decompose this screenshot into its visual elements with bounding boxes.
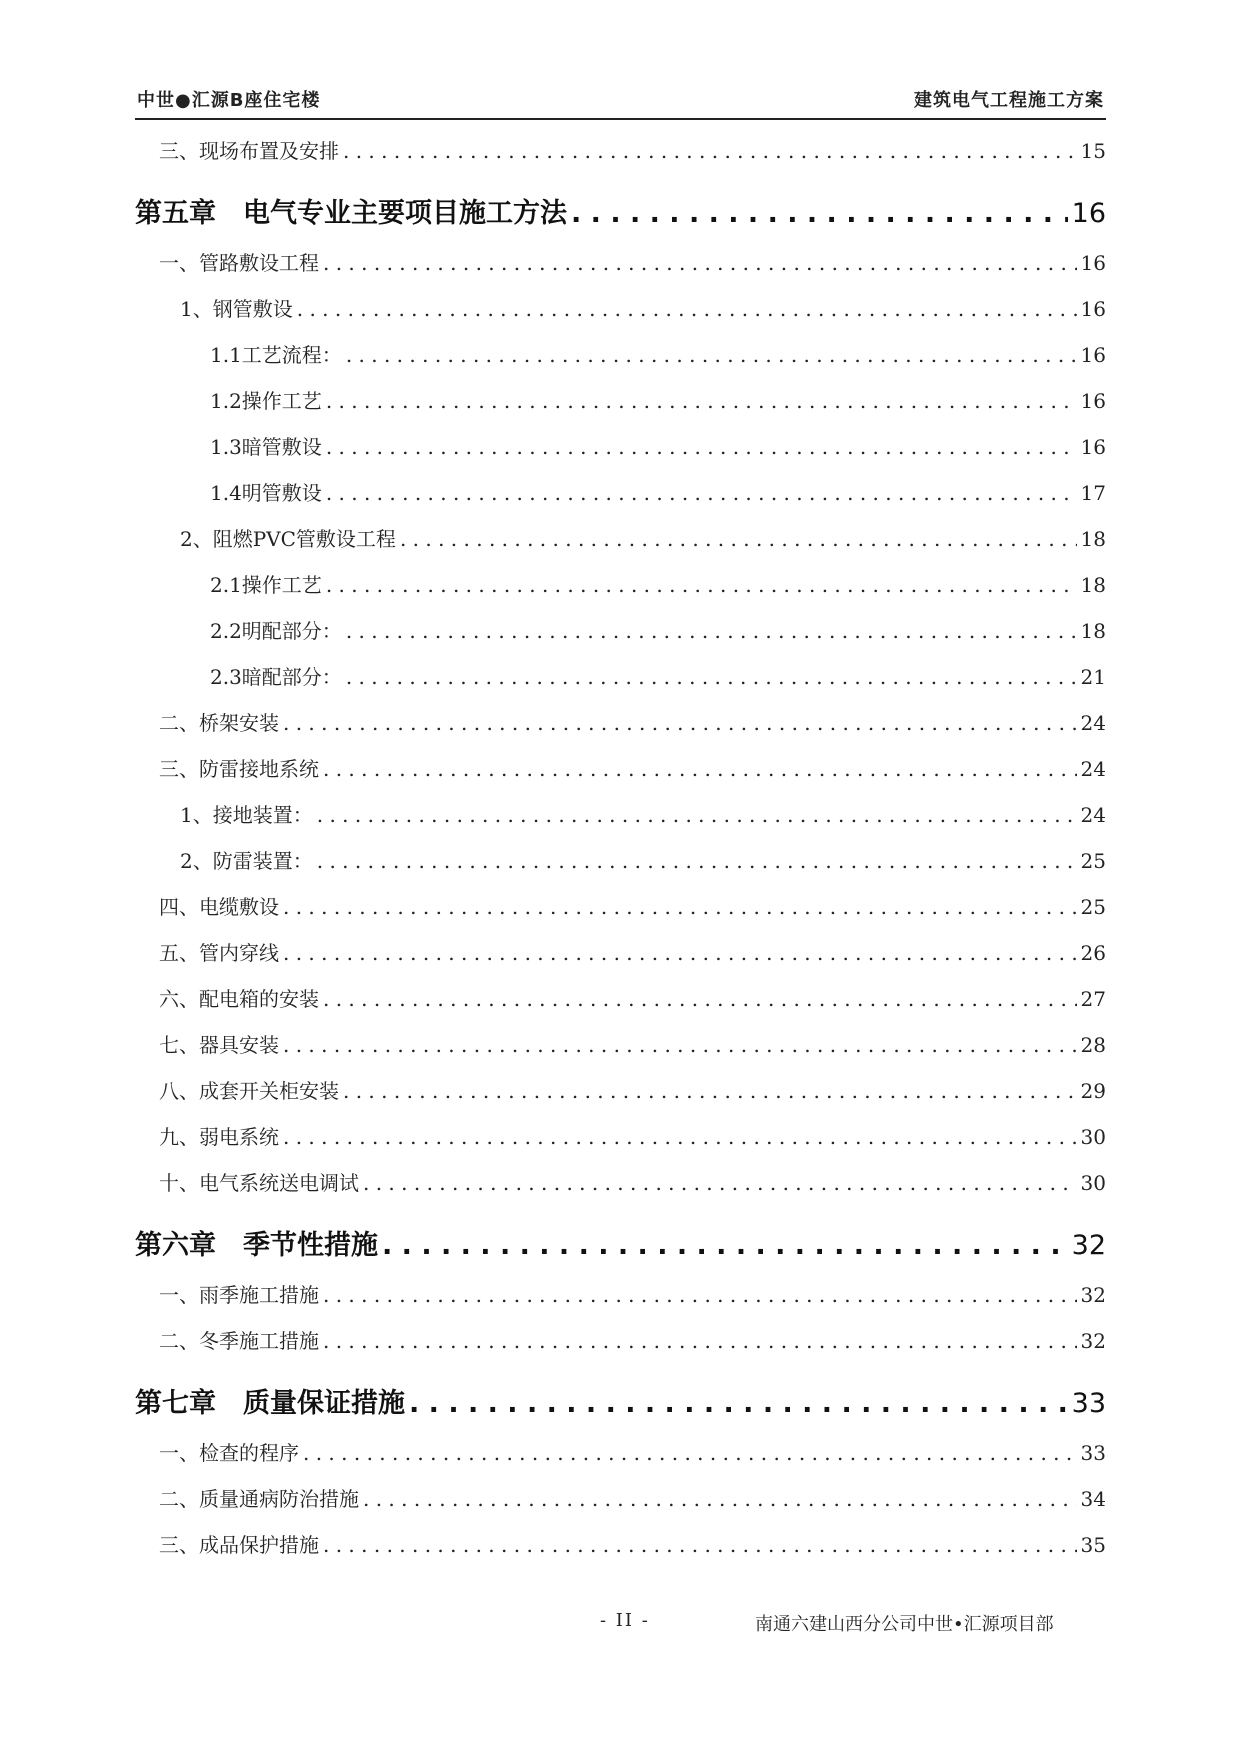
toc-page-number: 27 bbox=[1080, 987, 1106, 1011]
toc-page-number: 29 bbox=[1080, 1079, 1106, 1103]
toc-entry-label: 三、成品保护措施 bbox=[159, 1533, 319, 1557]
page-header bbox=[135, 88, 1106, 120]
toc-page-number: 24 bbox=[1080, 803, 1106, 827]
toc-page-number: 34 bbox=[1080, 1487, 1106, 1511]
toc-entry-label: 三、现场布置及安排 bbox=[159, 139, 339, 163]
toc-dot-leader bbox=[346, 619, 1077, 643]
toc-entry[interactable] bbox=[135, 661, 1106, 690]
toc-entry-label: 十、电气系统送电调试 bbox=[159, 1171, 359, 1195]
toc-page-number: 35 bbox=[1080, 1533, 1106, 1557]
toc-entry[interactable] bbox=[135, 1167, 1106, 1196]
toc-page-number: 18 bbox=[1080, 573, 1106, 597]
toc-dot-leader bbox=[317, 803, 1077, 827]
toc-entry[interactable] bbox=[135, 569, 1106, 598]
toc-dot-leader bbox=[297, 297, 1077, 321]
toc-entry-label: 2.2明配部分： bbox=[210, 619, 342, 643]
toc-entry[interactable] bbox=[135, 247, 1106, 276]
toc-entry-label: 第六章 季节性措施 bbox=[135, 1230, 378, 1261]
toc-dot-leader bbox=[326, 481, 1077, 505]
toc-dot-leader bbox=[283, 711, 1077, 735]
toc-dot-leader bbox=[323, 1533, 1077, 1557]
toc-chapter-entry[interactable] bbox=[135, 1381, 1106, 1420]
toc-dot-leader bbox=[400, 527, 1077, 551]
toc-entry[interactable] bbox=[135, 845, 1106, 874]
toc-entry[interactable] bbox=[135, 799, 1106, 828]
toc-dot-leader bbox=[571, 198, 1068, 229]
toc-page-number: 21 bbox=[1080, 665, 1106, 689]
toc-dot-leader bbox=[303, 1441, 1077, 1465]
toc-entry-label: 五、管内穿线 bbox=[159, 941, 279, 965]
toc-entry-label: 2、阻燃PVC管敷设工程 bbox=[180, 527, 396, 551]
toc-dot-leader bbox=[283, 941, 1077, 965]
toc-entry-label: 1.4明管敷设 bbox=[210, 481, 322, 505]
toc-entry[interactable] bbox=[135, 293, 1106, 322]
toc-dot-leader bbox=[323, 757, 1077, 781]
toc-entry-label: 一、管路敷设工程 bbox=[159, 251, 319, 275]
toc-page-number: 32 bbox=[1080, 1283, 1106, 1307]
toc-page-number: 16 bbox=[1080, 435, 1106, 459]
toc-dot-leader bbox=[323, 251, 1077, 275]
toc-entry-label: 四、电缆敷设 bbox=[159, 895, 279, 919]
toc-dot-leader bbox=[363, 1487, 1077, 1511]
toc-entry-label: 一、检查的程序 bbox=[159, 1441, 299, 1465]
toc-page-number: 18 bbox=[1080, 527, 1106, 551]
toc-entry-label: 一、雨季施工措施 bbox=[159, 1283, 319, 1307]
toc-dot-leader bbox=[346, 343, 1077, 367]
toc-entry[interactable] bbox=[135, 431, 1106, 460]
toc-page-number: 30 bbox=[1080, 1171, 1106, 1195]
toc-entry-label: 二、桥架安装 bbox=[159, 711, 279, 735]
toc-entry[interactable] bbox=[135, 1529, 1106, 1558]
toc-dot-leader bbox=[323, 987, 1077, 1011]
toc-entry-label: 三、防雷接地系统 bbox=[159, 757, 319, 781]
toc-page-number: 16 bbox=[1080, 343, 1106, 367]
toc-entry[interactable] bbox=[135, 937, 1106, 966]
toc-entry-label: 六、配电箱的安装 bbox=[159, 987, 319, 1011]
footer-company-name: 南通六建山西分公司中世•汇源项目部 bbox=[755, 1614, 1054, 1635]
toc-dot-leader bbox=[283, 1125, 1077, 1149]
toc-entry-label: 2.3暗配部分： bbox=[210, 665, 342, 689]
toc-dot-leader bbox=[382, 1230, 1068, 1261]
toc-page-number: 33 bbox=[1071, 1388, 1106, 1419]
toc-entry[interactable] bbox=[135, 753, 1106, 782]
page-footer bbox=[0, 1610, 1241, 1640]
toc-entry-label: 2.1操作工艺 bbox=[210, 573, 322, 597]
footer-page-number: - II - bbox=[600, 1610, 650, 1631]
toc-page-number: 33 bbox=[1080, 1441, 1106, 1465]
toc-page-number: 16 bbox=[1080, 389, 1106, 413]
toc-entry-label: 第五章 电气专业主要项目施工方法 bbox=[135, 198, 567, 229]
toc-page-number: 28 bbox=[1080, 1033, 1106, 1057]
toc-dot-leader bbox=[343, 139, 1077, 163]
toc-entry[interactable] bbox=[135, 339, 1106, 368]
toc-entry[interactable] bbox=[135, 1437, 1106, 1466]
toc-entry[interactable] bbox=[135, 477, 1106, 506]
toc-chapter-entry[interactable] bbox=[135, 191, 1106, 230]
toc-entry[interactable] bbox=[135, 1279, 1106, 1308]
toc-dot-leader bbox=[346, 665, 1077, 689]
toc-entry-label: 八、成套开关柜安装 bbox=[159, 1079, 339, 1103]
toc-page-number: 30 bbox=[1080, 1125, 1106, 1149]
toc-entry-label: 1.1工艺流程： bbox=[210, 343, 342, 367]
toc-page-number: 18 bbox=[1080, 619, 1106, 643]
toc-page-number: 15 bbox=[1080, 139, 1106, 163]
toc-entry-label: 1、接地装置： bbox=[180, 803, 313, 827]
toc-page-number: 32 bbox=[1080, 1329, 1106, 1353]
toc-entry-label: 九、弱电系统 bbox=[159, 1125, 279, 1149]
toc-dot-leader bbox=[326, 389, 1077, 413]
toc-entry[interactable] bbox=[135, 1483, 1106, 1512]
header-project-name: 中世●汇源B座住宅楼 bbox=[137, 90, 321, 111]
toc-entry-label: 七、器具安装 bbox=[159, 1033, 279, 1057]
toc-page-number: 24 bbox=[1080, 711, 1106, 735]
toc-entry[interactable] bbox=[135, 1075, 1106, 1104]
toc-dot-leader bbox=[363, 1171, 1077, 1195]
toc-dot-leader bbox=[283, 895, 1077, 919]
toc-entry-label: 2、防雷装置： bbox=[180, 849, 313, 873]
toc-dot-leader bbox=[323, 1329, 1077, 1353]
toc-entry[interactable] bbox=[135, 385, 1106, 414]
toc-entry[interactable] bbox=[135, 135, 1106, 164]
toc-page-number: 16 bbox=[1080, 251, 1106, 275]
toc-page-number: 26 bbox=[1080, 941, 1106, 965]
toc-page-number: 16 bbox=[1071, 198, 1106, 229]
toc-dot-leader bbox=[343, 1079, 1077, 1103]
toc-entry[interactable] bbox=[135, 523, 1106, 552]
toc-page-number: 16 bbox=[1080, 297, 1106, 321]
toc-page-number: 24 bbox=[1080, 757, 1106, 781]
toc-entry-label: 1.2操作工艺 bbox=[210, 389, 322, 413]
toc-entry-label: 二、质量通病防治措施 bbox=[159, 1487, 359, 1511]
toc-entry[interactable] bbox=[135, 983, 1106, 1012]
toc-page-number: 32 bbox=[1071, 1230, 1106, 1261]
toc-dot-leader bbox=[326, 435, 1077, 459]
toc-entry[interactable] bbox=[135, 1325, 1106, 1354]
toc-dot-leader bbox=[326, 573, 1077, 597]
toc-dot-leader bbox=[283, 1033, 1077, 1057]
toc-entry[interactable] bbox=[135, 615, 1106, 644]
toc-dot-leader bbox=[409, 1388, 1068, 1419]
toc-entry[interactable] bbox=[135, 707, 1106, 736]
toc-page-number: 17 bbox=[1080, 481, 1106, 505]
toc-dot-leader bbox=[317, 849, 1077, 873]
toc-chapter-entry[interactable] bbox=[135, 1223, 1106, 1262]
toc-entry[interactable] bbox=[135, 891, 1106, 920]
toc-entry[interactable] bbox=[135, 1121, 1106, 1150]
toc-page-number: 25 bbox=[1080, 849, 1106, 873]
toc-page-number: 25 bbox=[1080, 895, 1106, 919]
toc-entry[interactable] bbox=[135, 1029, 1106, 1058]
toc-entry-label: 1、钢管敷设 bbox=[180, 297, 293, 321]
toc-dot-leader bbox=[323, 1283, 1077, 1307]
header-document-title: 建筑电气工程施工方案 bbox=[914, 90, 1104, 111]
toc-entry-label: 1.3暗管敷设 bbox=[210, 435, 322, 459]
toc-entry-label: 二、冬季施工措施 bbox=[159, 1329, 319, 1353]
toc-entry-label: 第七章 质量保证措施 bbox=[135, 1388, 405, 1419]
